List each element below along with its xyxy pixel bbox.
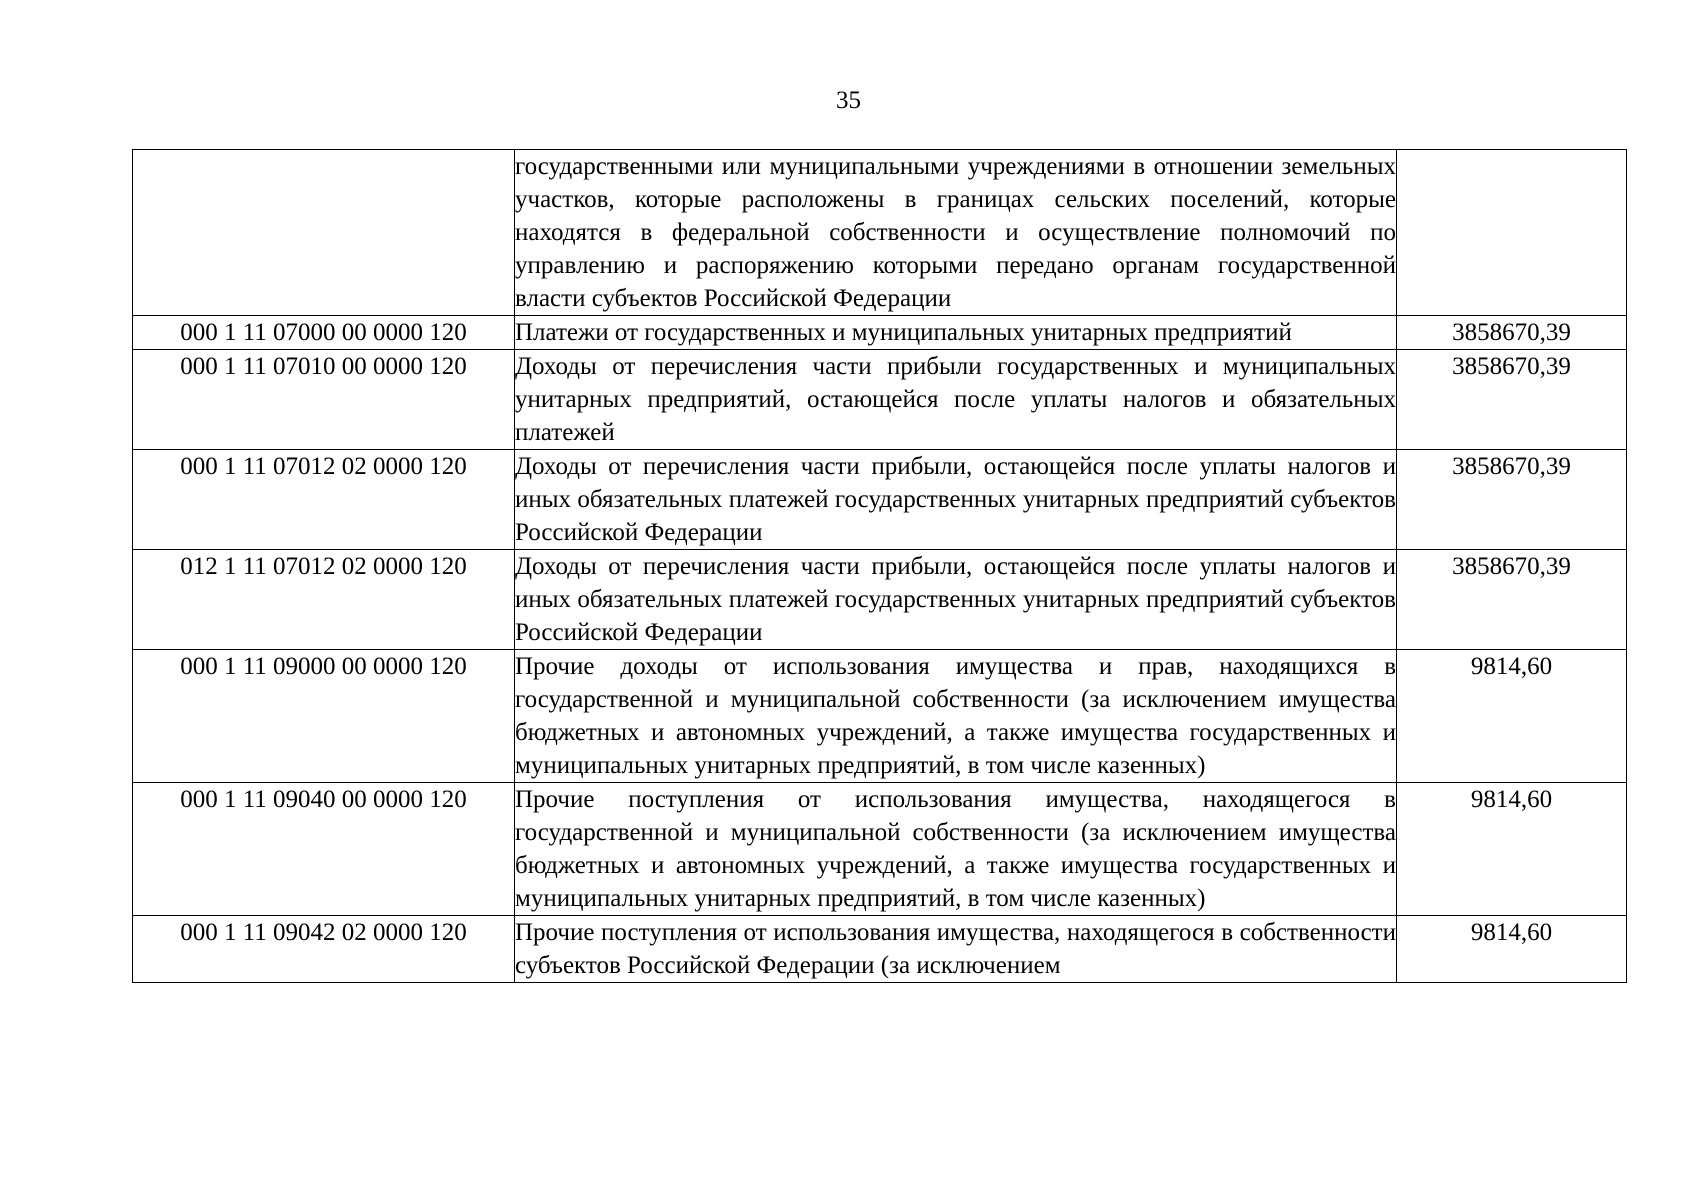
row-name-cell: Доходы от перечисления части прибыли, остающейся после уплаты налогов и иных обязательных платежей государственных унитарных предприятий субъектов Российской Федерации: [515, 450, 1397, 550]
row-code-cell: 000 1 11 07010 00 0000 120: [133, 350, 515, 450]
row-name-cell: Доходы от перечисления части прибыли государственных и муниципальных унитарных предприятий, остающейся после уплаты налогов и обязательных платежей: [515, 350, 1397, 450]
row-sum-cell: 3858670,39: [1397, 316, 1627, 350]
page-number: 35: [836, 87, 861, 114]
row-sum-cell: 9814,60: [1397, 650, 1627, 783]
row-sum-cell: 9814,60: [1397, 916, 1627, 983]
row-code-cell: 000 1 11 09042 02 0000 120: [133, 916, 515, 983]
row-name-cell: государственными или муниципальными учреждениями в отношении земельных участков, которые расположены в границах сельских поселений, которые находятся в федеральной собственности и осуществление полномочий по управлению и распоряжению которыми передано органам государственной власти субъектов Российской Федерации: [515, 150, 1397, 316]
row-code-cell: 000 1 11 09000 00 0000 120: [133, 650, 515, 783]
row-sum-cell: 3858670,39: [1397, 350, 1627, 450]
row-code-cell: 000 1 11 09040 00 0000 120: [133, 783, 515, 916]
row-name-cell: Прочие доходы от использования имущества и прав, находящихся в государственной и муниципальной собственности (за исключением имущества бюджетных и автономных учреждений, а также имущества государственных и муниципальных унитарных предприятий, в том числе казенных): [515, 650, 1397, 783]
table-row: [133, 916, 1627, 983]
table-row: [133, 316, 1627, 350]
table-row: [133, 450, 1627, 550]
row-name-cell: Платежи от государственных и муниципальных унитарных предприятий: [515, 316, 1397, 350]
table-row: [133, 150, 1627, 316]
row-sum-cell: [1397, 150, 1627, 316]
table-row: [133, 650, 1627, 783]
table-row: [133, 350, 1627, 450]
row-sum-cell: 3858670,39: [1397, 450, 1627, 550]
row-code-cell: [133, 150, 515, 316]
table-row: [133, 550, 1627, 650]
row-code-cell: 000 1 11 07012 02 0000 120: [133, 450, 515, 550]
row-code-cell: 000 1 11 07000 00 0000 120: [133, 316, 515, 350]
budget-revenue-table: [132, 149, 1627, 983]
row-name-cell: Прочие поступления от использования имущества, находящегося в государственной и муниципальной собственности (за исключением имущества бюджетных и автономных учреждений, а также имущества государственных и муниципальных унитарных предприятий, в том числе казенных): [515, 783, 1397, 916]
row-sum-cell: 3858670,39: [1397, 550, 1627, 650]
row-name-cell: Прочие поступления от использования имущества, находящегося в собственности субъектов Российской Федерации (за исключением: [515, 916, 1397, 983]
row-sum-cell: 9814,60: [1397, 783, 1627, 916]
row-code-cell: 012 1 11 07012 02 0000 120: [133, 550, 515, 650]
table-row: [133, 783, 1627, 916]
row-name-cell: Доходы от перечисления части прибыли, остающейся после уплаты налогов и иных обязательных платежей государственных унитарных предприятий субъектов Российской Федерации: [515, 550, 1397, 650]
